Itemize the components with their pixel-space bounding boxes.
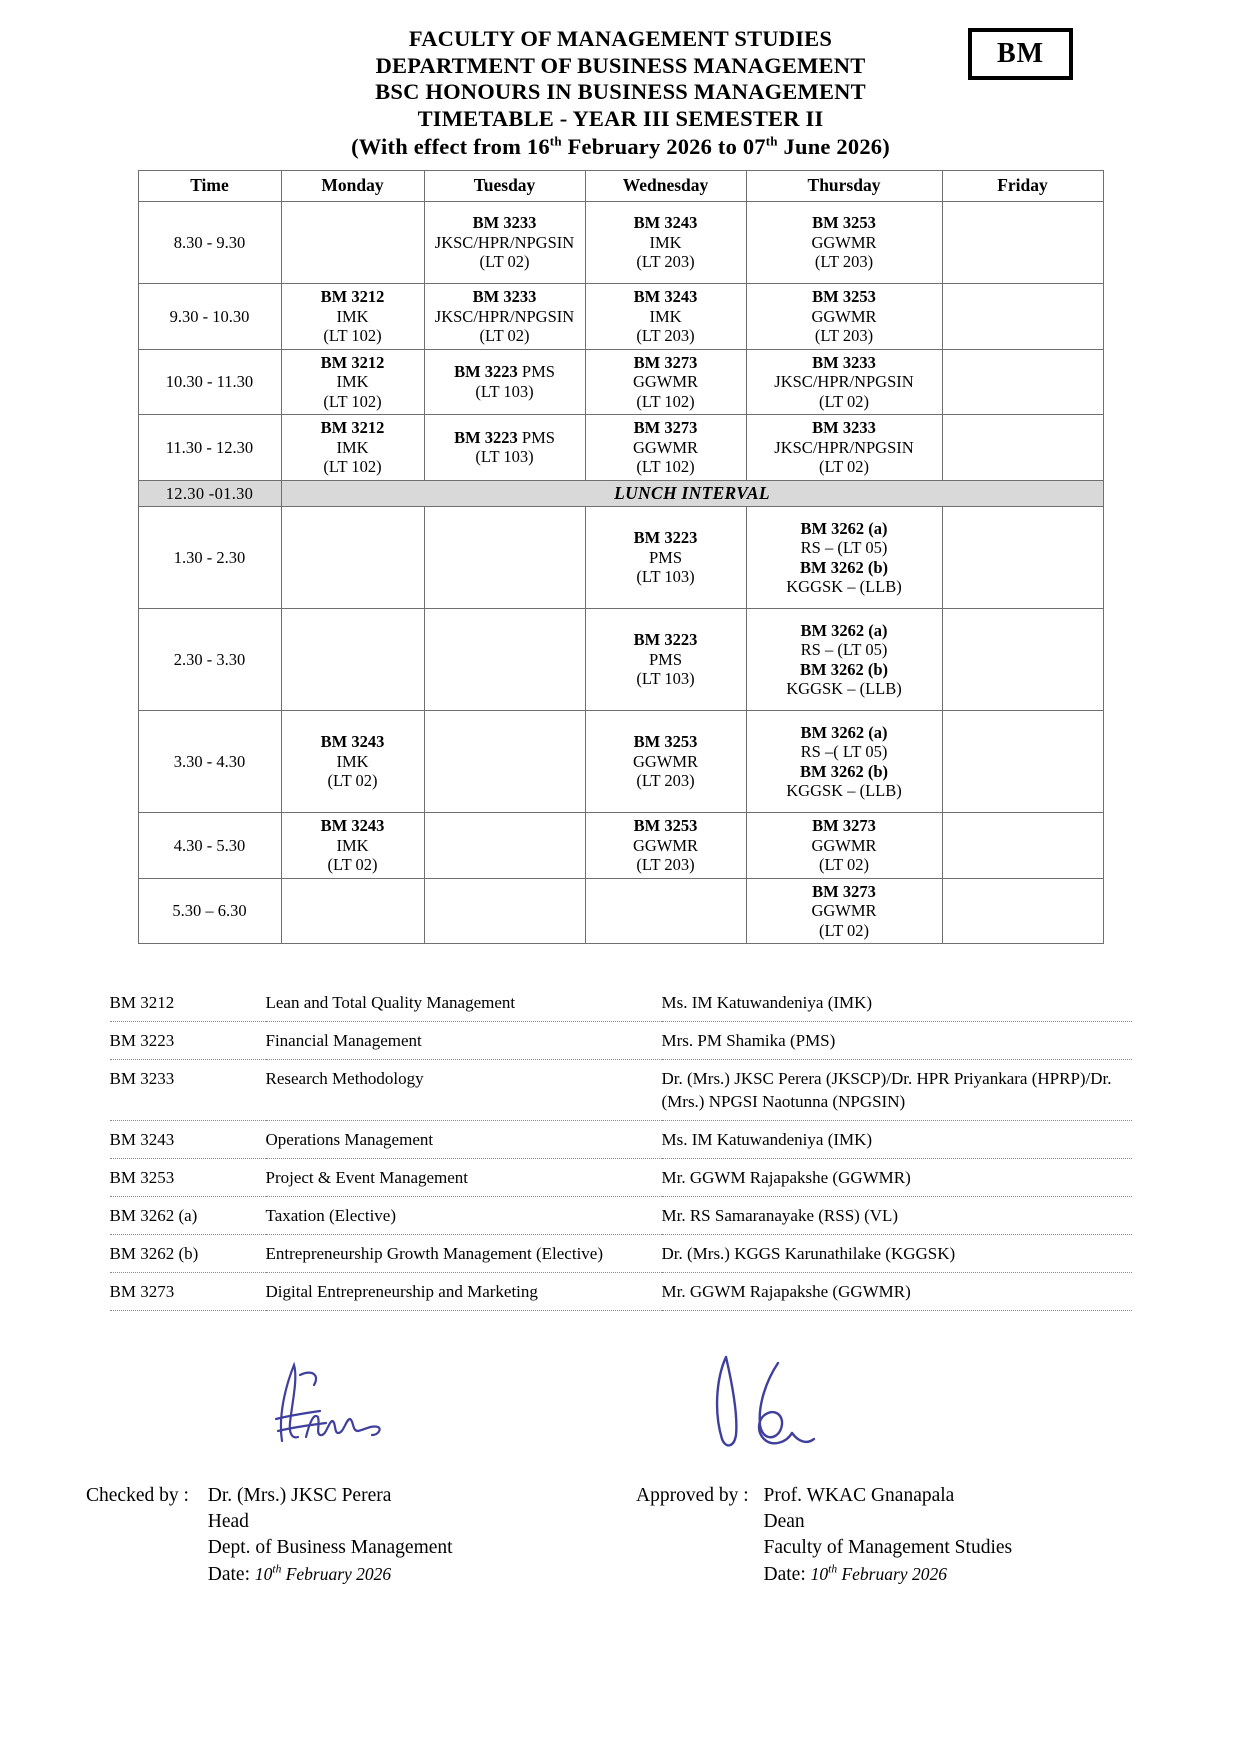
session-staff: JKSC/HPR/NPGSIN bbox=[434, 232, 575, 252]
session-room: (LT 02) bbox=[327, 855, 378, 874]
session-room: (LT 203) bbox=[814, 326, 874, 345]
session-staff: PMS bbox=[648, 649, 683, 669]
course-legend-row bbox=[110, 1273, 1132, 1311]
session-staff: IMK bbox=[336, 372, 369, 391]
header-department: DEPARTMENT OF BUSINESS MANAGEMENT bbox=[375, 52, 866, 78]
timetable-row bbox=[138, 878, 1103, 944]
timetable-session-cell bbox=[585, 507, 746, 609]
session-code: BM 3243 bbox=[633, 287, 698, 306]
session-staff: RS – (LT 05) bbox=[800, 538, 888, 557]
course-legend-row bbox=[110, 1121, 1132, 1159]
checked-by-details bbox=[208, 1483, 453, 1588]
session-code: BM 3253 bbox=[812, 213, 876, 233]
approved-by-signature-mark bbox=[700, 1335, 900, 1475]
session-code: BM 3243 bbox=[633, 213, 698, 233]
timetable-session-cell bbox=[424, 202, 585, 284]
timetable-row bbox=[138, 507, 1103, 609]
header-timetable-title: TIMETABLE - YEAR III SEMESTER II bbox=[417, 105, 824, 131]
session-room: (LT 203) bbox=[636, 252, 695, 272]
checked-by-date-sup: th bbox=[272, 1563, 282, 1576]
session-staff: GGWMR bbox=[811, 232, 877, 252]
timetable-session-cell bbox=[281, 284, 424, 350]
legend-course-code: BM 3223 bbox=[110, 1022, 266, 1060]
approved-by-dept: Faculty of Management Studies bbox=[763, 1537, 1013, 1558]
checked-by-date bbox=[208, 1561, 453, 1588]
session-code-alt: BM 3262 (b) bbox=[800, 761, 888, 781]
column-header-time: Time bbox=[138, 171, 281, 202]
session-room: (LT 203) bbox=[636, 771, 695, 791]
timetable-time-cell: 12.30 -01.30 bbox=[138, 480, 281, 507]
legend-course-name: Entrepreneurship Growth Management (Elective) bbox=[266, 1235, 662, 1273]
timetable-session-cell bbox=[585, 349, 746, 415]
timetable-time-cell: 4.30 - 5.30 bbox=[138, 813, 281, 879]
timetable-session-cell bbox=[424, 878, 585, 944]
approved-by-date-label: Date: bbox=[763, 1564, 806, 1585]
session-code-alt: BM 3262 (b) bbox=[800, 659, 888, 679]
legend-course-code: BM 3233 bbox=[110, 1060, 266, 1121]
timetable-time-cell: 2.30 - 3.30 bbox=[138, 609, 281, 711]
approved-by-date-value: 10 bbox=[810, 1564, 829, 1584]
session-room: (LT 02) bbox=[479, 252, 530, 272]
timetable-session-cell bbox=[746, 507, 942, 609]
timetable-session-cell bbox=[585, 202, 746, 284]
timetable-session-cell bbox=[746, 415, 942, 481]
bm-logo bbox=[968, 28, 1073, 80]
timetable-session-cell bbox=[746, 609, 942, 711]
session-staff: IMK bbox=[336, 835, 369, 855]
signature-section bbox=[0, 1363, 1241, 1593]
legend-course-staff: Dr. (Mrs.) KGGS Karunathilake (KGGSK) bbox=[662, 1235, 1132, 1273]
session-room: (LT 102) bbox=[323, 391, 382, 411]
session-staff: IMK bbox=[336, 751, 369, 771]
effective-mid: February 2026 to 07 bbox=[561, 134, 766, 159]
header-faculty: FACULTY OF MANAGEMENT STUDIES bbox=[408, 26, 833, 51]
session-room: (LT 102) bbox=[323, 326, 382, 345]
session-staff: GGWMR bbox=[632, 437, 699, 457]
timetable-session-cell bbox=[942, 202, 1103, 284]
column-header-tuesday: Tuesday bbox=[424, 171, 585, 202]
timetable-session-cell bbox=[281, 609, 424, 711]
legend-course-staff: Mr. GGWM Rajapakshe (GGWMR) bbox=[662, 1159, 1132, 1197]
session-code: BM 3273 bbox=[633, 418, 698, 437]
timetable-session-cell bbox=[424, 284, 585, 350]
course-legend-row bbox=[110, 1235, 1132, 1273]
checked-by-block bbox=[86, 1483, 453, 1588]
session-code: BM 3273 bbox=[633, 352, 698, 372]
session-room: (LT 02) bbox=[819, 920, 869, 940]
session-room: (LT 02) bbox=[327, 771, 378, 791]
session-code: BM 3253 bbox=[812, 287, 876, 306]
approved-by-title: Dean bbox=[763, 1511, 805, 1532]
timetable-session-cell bbox=[942, 878, 1103, 944]
timetable-session-cell bbox=[942, 415, 1103, 481]
course-legend-row bbox=[110, 1060, 1132, 1121]
session-room: (LT 203) bbox=[636, 326, 695, 345]
timetable-body bbox=[138, 202, 1103, 944]
session-room: (LT 02) bbox=[819, 457, 869, 476]
session-code: BM 3273 bbox=[812, 816, 876, 835]
approved-by-name: Prof. WKAC Gnanapala bbox=[763, 1485, 955, 1506]
legend-course-staff: Mr. GGWM Rajapakshe (GGWMR) bbox=[662, 1273, 1132, 1311]
timetable-row bbox=[138, 202, 1103, 284]
session-code: BM 3212 bbox=[320, 418, 385, 437]
timetable-row bbox=[138, 415, 1103, 481]
legend-course-name: Operations Management bbox=[266, 1121, 662, 1159]
session-staff: GGWMR bbox=[632, 751, 699, 771]
session-room: (LT 103) bbox=[636, 567, 695, 587]
legend-course-staff: Dr. (Mrs.) JKSC Perera (JKSCP)/Dr. HPR Priyankara (HPRP)/Dr. (Mrs.) NPGSI Naotunna (NPGSIN) bbox=[662, 1060, 1132, 1121]
session-staff: IMK bbox=[649, 306, 682, 326]
session-room: (LT 103) bbox=[475, 381, 534, 401]
timetable-session-cell bbox=[585, 609, 746, 711]
timetable-session-cell bbox=[942, 284, 1103, 350]
checked-by-signature-mark bbox=[248, 1345, 448, 1465]
legend-course-name: Project & Event Management bbox=[266, 1159, 662, 1197]
timetable-session-cell bbox=[746, 284, 942, 350]
session-staff: RS –( LT 05) bbox=[800, 742, 888, 761]
legend-course-code: BM 3262 (b) bbox=[110, 1235, 266, 1273]
timetable-session-cell bbox=[424, 349, 585, 415]
session-code: BM 3262 (a) bbox=[800, 518, 888, 538]
session-staff-alt: KGGSK – (LLB) bbox=[786, 577, 902, 596]
session-code: BM 3212 bbox=[320, 287, 385, 306]
timetable-section bbox=[0, 170, 1241, 944]
session-staff: JKSC/HPR/NPGSIN bbox=[434, 306, 575, 326]
timetable-time-cell: 10.30 - 11.30 bbox=[138, 349, 281, 415]
timetable-row bbox=[138, 711, 1103, 813]
session-room: (LT 203) bbox=[814, 252, 874, 272]
session-staff: GGWMR bbox=[811, 901, 877, 920]
timetable-session-cell bbox=[942, 813, 1103, 879]
effective-sup-1: th bbox=[549, 133, 562, 149]
timetable-row bbox=[138, 813, 1103, 879]
session-code-alt: BM 3262 (b) bbox=[800, 557, 888, 577]
column-header-friday: Friday bbox=[942, 171, 1103, 202]
timetable-session-cell bbox=[585, 415, 746, 481]
session-staff: IMK bbox=[649, 232, 682, 252]
session-code: BM 3253 bbox=[633, 816, 698, 835]
approved-by-label: Approved by : bbox=[636, 1485, 749, 1506]
timetable-time-cell: 8.30 - 9.30 bbox=[138, 202, 281, 284]
session-room: (LT 203) bbox=[636, 855, 695, 874]
timetable-session-cell bbox=[746, 349, 942, 415]
checked-by-label: Checked by : bbox=[86, 1485, 189, 1506]
timetable-session-cell bbox=[424, 609, 585, 711]
legend-course-staff: Mrs. PM Shamika (PMS) bbox=[662, 1022, 1132, 1060]
session-code: BM 3212 bbox=[320, 352, 385, 372]
timetable-time-cell: 1.30 - 2.30 bbox=[138, 507, 281, 609]
session-staff: IMK bbox=[336, 437, 369, 457]
timetable-session-cell bbox=[281, 878, 424, 944]
timetable-session-cell bbox=[424, 415, 585, 481]
timetable-session-cell bbox=[281, 415, 424, 481]
checked-by-date-label: Date: bbox=[207, 1564, 250, 1585]
session-staff-alt: KGGSK – (LLB) bbox=[786, 781, 902, 800]
effective-suffix: June 2026) bbox=[777, 134, 890, 159]
course-legend-row bbox=[110, 1159, 1132, 1197]
session-room: (LT 102) bbox=[636, 391, 695, 411]
timetable-session-cell bbox=[424, 813, 585, 879]
timetable-session-cell bbox=[585, 711, 746, 813]
course-legend-row bbox=[110, 984, 1132, 1022]
timetable-session-cell bbox=[942, 349, 1103, 415]
session-code: BM 3233 bbox=[812, 352, 876, 372]
approved-by-date bbox=[764, 1561, 1013, 1588]
timetable-row bbox=[138, 609, 1103, 711]
legend-course-code: BM 3212 bbox=[110, 984, 266, 1022]
timetable-session-cell bbox=[942, 507, 1103, 609]
legend-course-staff: Ms. IM Katuwandeniya (IMK) bbox=[662, 1121, 1132, 1159]
session-code: BM 3262 (a) bbox=[800, 722, 888, 742]
timetable-session-cell bbox=[281, 813, 424, 879]
session-staff: GGWMR bbox=[632, 372, 699, 391]
session-staff-inline: PMS bbox=[517, 427, 555, 447]
header-degree: BSC HONOURS IN BUSINESS MANAGEMENT bbox=[375, 79, 866, 104]
legend-course-name: Digital Entrepreneurship and Marketing bbox=[266, 1273, 662, 1311]
session-code: BM 3253 bbox=[633, 732, 698, 752]
timetable-session-cell bbox=[746, 711, 942, 813]
session-code: BM 3233 bbox=[472, 213, 537, 233]
timetable-time-cell: 5.30 – 6.30 bbox=[138, 878, 281, 944]
header-effective-dates bbox=[0, 132, 1241, 162]
session-room: (LT 102) bbox=[323, 457, 382, 476]
session-staff-alt: KGGSK – (LLB) bbox=[786, 679, 902, 698]
legend-course-name: Financial Management bbox=[266, 1022, 662, 1060]
column-header-wednesday: Wednesday bbox=[585, 171, 746, 202]
checked-by-date-value: 10 bbox=[254, 1564, 273, 1584]
course-legend-table bbox=[110, 984, 1132, 1311]
session-staff: GGWMR bbox=[632, 835, 699, 855]
session-room: (LT 103) bbox=[475, 447, 534, 467]
timetable-session-cell bbox=[281, 507, 424, 609]
timetable-time-cell: 9.30 - 10.30 bbox=[138, 284, 281, 350]
checked-by-date-rest: February 2026 bbox=[281, 1564, 392, 1584]
session-code: BM 3223 PMS bbox=[454, 362, 555, 382]
timetable-session-cell bbox=[281, 349, 424, 415]
session-code: BM 3223 bbox=[633, 630, 698, 650]
timetable-row bbox=[138, 349, 1103, 415]
checked-by-name: Dr. (Mrs.) JKSC Perera bbox=[207, 1485, 392, 1506]
session-staff: GGWMR bbox=[811, 835, 877, 855]
timetable-session-cell bbox=[424, 507, 585, 609]
session-room: (LT 103) bbox=[636, 669, 695, 689]
approved-by-details bbox=[764, 1483, 1013, 1588]
timetable-header-row bbox=[138, 171, 1103, 202]
course-legend-row bbox=[110, 1022, 1132, 1060]
approved-by-block bbox=[636, 1483, 1012, 1588]
legend-course-staff: Mr. RS Samaranayake (RSS) (VL) bbox=[662, 1197, 1132, 1235]
session-staff: PMS bbox=[648, 547, 683, 567]
bm-logo-text: BM bbox=[996, 38, 1045, 69]
session-staff: GGWMR bbox=[811, 306, 877, 326]
approved-by-date-rest: February 2026 bbox=[837, 1564, 947, 1584]
timetable-row bbox=[138, 480, 1103, 507]
session-code: BM 3243 bbox=[320, 816, 385, 835]
timetable-session-cell bbox=[585, 878, 746, 944]
legend-course-name: Research Methodology bbox=[266, 1060, 662, 1121]
timetable-session-cell bbox=[281, 202, 424, 284]
timetable-session-cell bbox=[585, 284, 746, 350]
session-code: BM 3243 bbox=[320, 732, 385, 752]
session-code: BM 3223 PMS bbox=[454, 427, 555, 447]
timetable-session-cell bbox=[942, 711, 1103, 813]
effective-prefix: (With effect from 16 bbox=[351, 134, 550, 159]
session-code: BM 3273 bbox=[812, 881, 876, 901]
legend-course-code: BM 3243 bbox=[110, 1121, 266, 1159]
session-code: BM 3262 (a) bbox=[800, 620, 888, 640]
legend-course-code: BM 3273 bbox=[110, 1273, 266, 1311]
checked-by-title: Head bbox=[207, 1511, 249, 1532]
legend-course-code: BM 3253 bbox=[110, 1159, 266, 1197]
session-code: BM 3233 bbox=[812, 418, 876, 437]
timetable-session-cell bbox=[585, 813, 746, 879]
timetable-session-cell bbox=[746, 813, 942, 879]
timetable-session-cell bbox=[746, 202, 942, 284]
session-code: BM 3233 bbox=[472, 287, 537, 306]
session-staff: IMK bbox=[336, 306, 369, 326]
legend-course-name: Taxation (Elective) bbox=[266, 1197, 662, 1235]
lunch-interval-cell: LUNCH INTERVAL bbox=[281, 480, 1103, 507]
timetable-row bbox=[138, 284, 1103, 350]
session-staff: JKSC/HPR/NPGSIN bbox=[774, 437, 914, 457]
column-header-thursday: Thursday bbox=[746, 171, 942, 202]
session-room: (LT 02) bbox=[479, 326, 530, 345]
timetable-session-cell bbox=[942, 609, 1103, 711]
session-room: (LT 02) bbox=[819, 391, 869, 411]
legend-course-staff: Ms. IM Katuwandeniya (IMK) bbox=[662, 984, 1132, 1022]
timetable-session-cell bbox=[424, 711, 585, 813]
course-legend-section bbox=[0, 984, 1241, 1311]
timetable-session-cell bbox=[746, 878, 942, 944]
timetable-table bbox=[138, 170, 1104, 944]
checked-by-dept: Dept. of Business Management bbox=[207, 1537, 453, 1558]
timetable-time-cell: 3.30 - 4.30 bbox=[138, 711, 281, 813]
session-room: (LT 02) bbox=[819, 855, 869, 874]
session-staff-inline: PMS bbox=[517, 362, 555, 382]
legend-course-code: BM 3262 (a) bbox=[110, 1197, 266, 1235]
approved-by-date-sup: th bbox=[828, 1563, 838, 1576]
column-header-monday: Monday bbox=[281, 171, 424, 202]
timetable-session-cell bbox=[281, 711, 424, 813]
timetable-time-cell: 11.30 - 12.30 bbox=[138, 415, 281, 481]
effective-sup-2: th bbox=[765, 133, 778, 149]
session-code: BM 3223 bbox=[633, 528, 698, 548]
course-legend-body bbox=[110, 984, 1132, 1311]
session-staff: RS – (LT 05) bbox=[800, 640, 888, 659]
session-room: (LT 102) bbox=[636, 457, 695, 476]
legend-course-name: Lean and Total Quality Management bbox=[266, 984, 662, 1022]
course-legend-row bbox=[110, 1197, 1132, 1235]
session-staff: JKSC/HPR/NPGSIN bbox=[774, 372, 914, 391]
